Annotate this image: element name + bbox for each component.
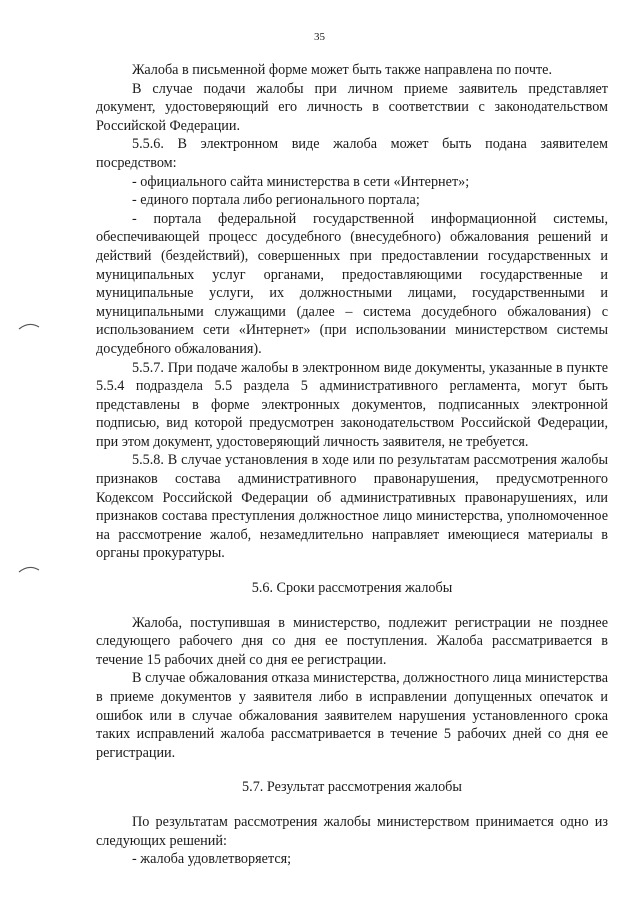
document-body [96, 61, 608, 869]
paragraph-registration-term: Жалоба, поступившая в министерство, подлежит регистрации не позднее следующего рабочего дня со дня ее поступления. Жалоба рассматривается в течение 15 рабочих дней со дня ее регистрации. [96, 614, 608, 668]
page-number: 35 [314, 31, 325, 43]
list-item-federal-system: - портала федеральной государственной информационной системы, обеспечивающей процесс досудебного (внесудебного) обжалования решений и действий (бездействий), совершенных при предоставлении государственных и муниципальных услуг органами, предоставляющими государственные и муниципальные услуги, их должностными лицами, государственными и муниципальными служащими (далее – система досудебного обжалования) с использованием сети «Интернет» (при использовании министерством системы досудебного обжалования). [96, 210, 608, 357]
paragraph-personal-reception: В случае подачи жалобы при личном приеме заявитель представляет документ, удостоверяющий его личность в соответствии с законодательством Российской Федерации. [96, 80, 608, 134]
paragraph-mail-complaint: Жалоба в письменной форме может быть также направлена по почте. [132, 62, 553, 78]
punch-hole-mark-bottom [18, 565, 40, 573]
paragraph-5-5-7: 5.5.7. При подаче жалобы в электронном виде документы, указанные в пункте 5.5.4 подраздела 5.5 раздела 5 административного регламента, могут быть представлены в форме электронных документов, подписанных электронной подписью, вид которой предусмотрен законодательством Российской Федерации, при этом документ, удостоверяющий личность заявителя, не требуется. [96, 359, 608, 450]
list-item-official-site: - официального сайта министерства в сети «Интернет»; [132, 173, 470, 190]
list-item-satisfied: - жалоба удовлетворяется; [132, 851, 292, 868]
paragraph-appeal-term: В случае обжалования отказа министерства, должностного лица министерства в приеме документов у заявителя либо в исправлении допущенных опечаток и ошибок или в случае обжалования заявителем нарушения установленного срока таких исправлений жалоба рассматривается в течение 5 рабочих дней со дня ее регистрации. [96, 670, 608, 761]
paragraph-5-5-8: 5.5.8. В случае установления в ходе или по результатам рассмотрения жалобы признаков состава административного правонарушения, предусмотренного Кодексом Российской Федерации об административных правонарушениях, или признаков состава преступления должностное лицо министерства, уполномоченное на рассмотрение жалоб, незамедлительно направляет имеющиеся материалы в органы прокуратуры. [96, 452, 608, 562]
section-heading-5-6: 5.6. Сроки рассмотрения жалобы [251, 580, 453, 597]
punch-hole-mark-top [18, 322, 40, 330]
section-heading-5-7: 5.7. Результат рассмотрения жалобы [242, 779, 462, 796]
paragraph-decisions: По результатам рассмотрения жалобы министерством принимается одно из следующих решений: [96, 813, 608, 849]
paragraph-5-5-6: 5.5.6. В электронном виде жалоба может быть подана заявителем посредством: [96, 136, 608, 171]
list-item-portal: - единого портала либо регионального портала; [132, 192, 420, 209]
